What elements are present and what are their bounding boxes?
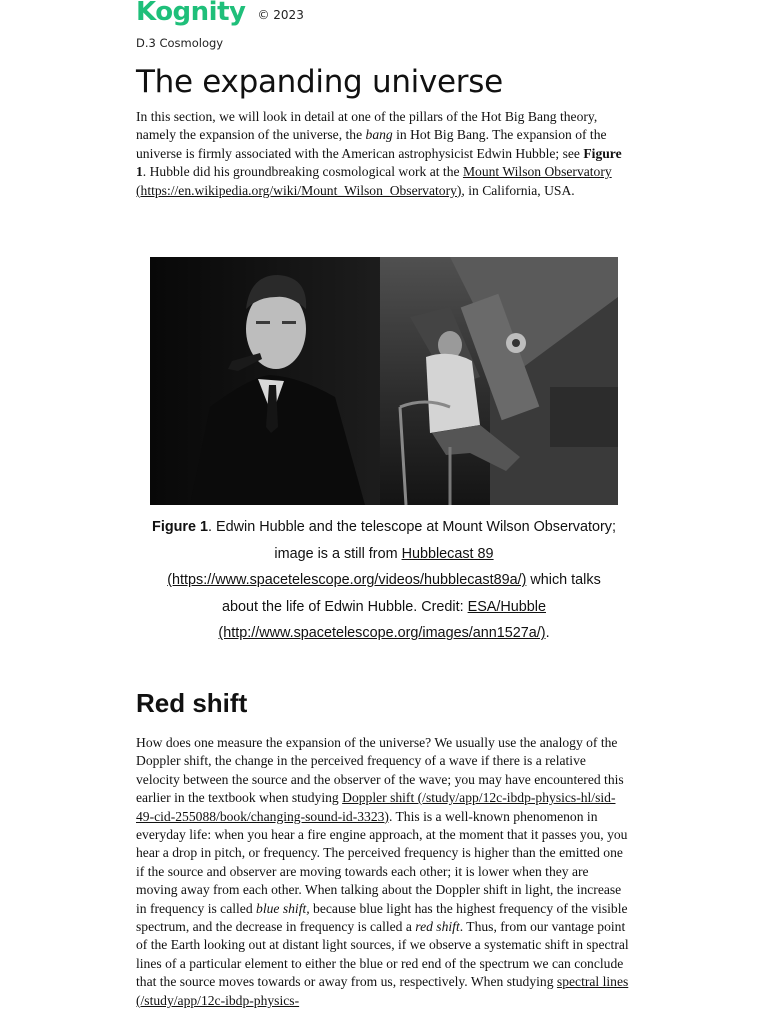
intro-text: in Hot Big Bang. The expansion of the universe is firmly associated with the American astrophysicist Edwin Hubble; see xyxy=(136,127,607,161)
hubble-photo-illustration xyxy=(150,257,618,505)
figure-caption xyxy=(150,514,618,647)
kognity-logo[interactable]: Kognity xyxy=(136,0,246,27)
copyright-notice: © 2023 xyxy=(257,8,304,22)
intro-paragraph xyxy=(136,108,632,200)
red-shift-text: because blue light has the highest frequency of the visible spectrum, and the decrease in frequency is called a xyxy=(136,900,628,935)
caption-label: Figure 1 xyxy=(152,519,209,535)
intro-text: , in California, USA. xyxy=(461,182,575,198)
red-shift-text: . This is a well-known phenomenon in everyday life: when you hear a fire engine approach, at the moment that it passes you, you hear a drop in pitch, or frequency. The perceived frequency is higher than the emitted one if the source and observer are moving towards each other; it is lower when they are moving away from each other. When talking about the Doppler shift in light, the increase in frequency is called xyxy=(136,808,628,916)
red-shift-paragraph xyxy=(136,734,632,1010)
caption-text: . Edwin Hubble and the telescope at Mount Wilson Observatory; image is a still from xyxy=(208,519,616,562)
doppler-shift-link[interactable]: Doppler shift (/study/app/12c-ibdp-physics-hl/sid-49-cid-255088/book/changing-sound-id-3323) xyxy=(136,790,616,824)
caption-text: . xyxy=(545,625,550,642)
caption-text: which talks about the life of Edwin Hubble. Credit: xyxy=(222,572,601,615)
mount-wilson-link[interactable]: Mount Wilson Observatory (https://en.wikipedia.org/wiki/Mount_Wilson_Observatory) xyxy=(136,164,612,198)
hubble-photo xyxy=(150,257,618,505)
hubblecast-link[interactable]: Hubblecast 89 (https://www.spacetelescope.org/videos/hubblecast89a/) xyxy=(167,545,527,589)
section-label: D.3 Cosmology xyxy=(136,36,224,50)
intro-text: In this section, we will look in detail at one of the pillars of the Hot Big Bang theory, namely the expansion of the universe, the xyxy=(136,109,598,143)
spectral-lines-link[interactable]: spectral lines (/study/app/12c-ibdp-physics- xyxy=(136,974,629,1008)
esa-hubble-link[interactable]: ESA/Hubble (http://www.spacetelescope.org/images/ann1527a/) xyxy=(218,598,546,642)
blue-shift-term: blue shift, xyxy=(256,900,310,916)
red-shift-term: red shift xyxy=(415,919,460,935)
red-shift-heading: Red shift xyxy=(136,688,248,718)
red-shift-text: . Thus, from our vantage point of the Earth looking out at distant light sources, if we observe a systematic shift in spectral lines of a particular element to either the blue or red end of the spectrum we can conclude that the source moves towards or away from us, respectively. When studying xyxy=(136,919,629,990)
figure-reference: Figure 1 xyxy=(136,145,622,180)
red-shift-text: How does one measure the expansion of the universe? We usually use the analogy of the Doppler shift, the change in the perceived frequency of a wave if there is a relative velocity between the source and the observer of the wave; you may have encountered this earlier in the textbook when studying xyxy=(136,735,624,806)
page-header xyxy=(136,0,304,30)
page-title: The expanding universe xyxy=(136,64,503,100)
bang-emphasis: bang xyxy=(365,127,393,143)
intro-text: . Hubble did his groundbreaking cosmological work at the xyxy=(142,164,463,180)
